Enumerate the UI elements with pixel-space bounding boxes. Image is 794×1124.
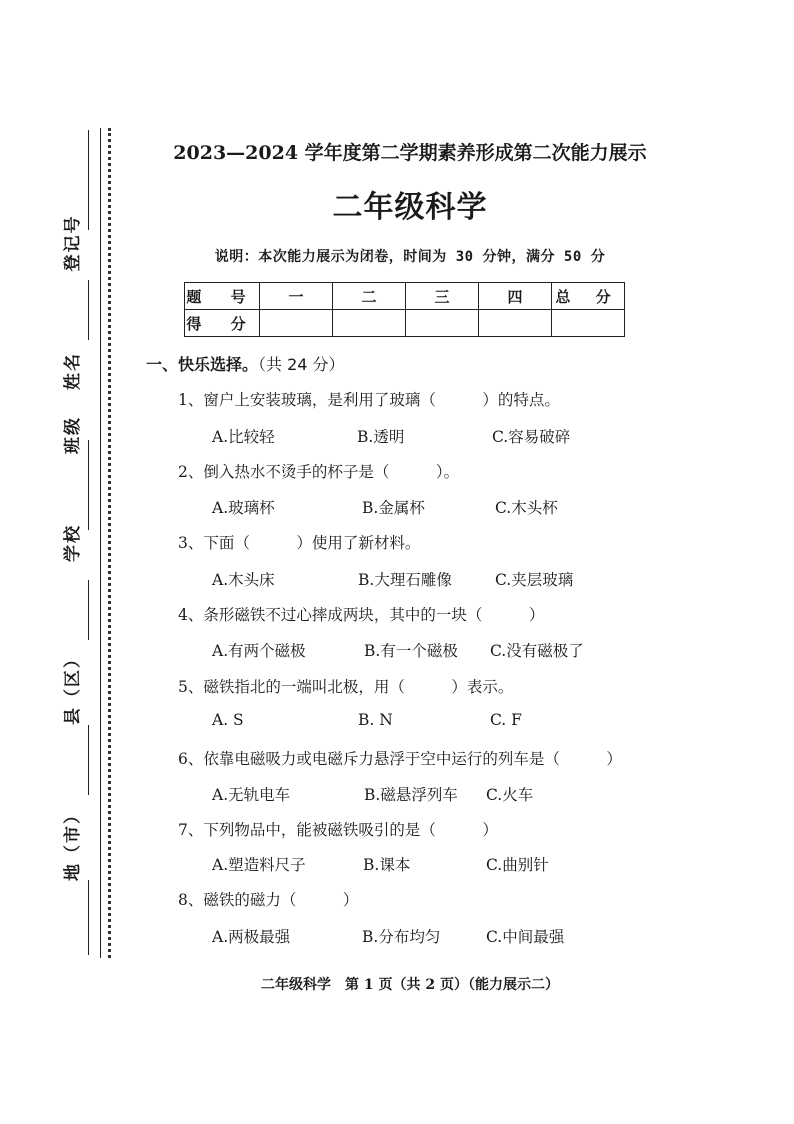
score-header-label: 题 号 [185,283,260,310]
question-5-stem: 5、磁铁指北的一端叫北极，用（ ）表示。 [178,678,514,696]
score-cell-total[interactable] [552,310,625,337]
section-points: （共 24 分） [258,355,345,374]
question-6-option-b[interactable]: B.磁悬浮列车 [364,786,458,804]
question-1-option-b[interactable]: B.透明 [357,428,405,446]
margin-blank-registration [88,130,89,230]
margin-field-school: 学校 [62,524,83,562]
margin-field-registration: 登记号 [62,214,83,272]
margin-field-city: 地（市） [62,805,83,881]
page-footer: 二年级科学 第 1 页（共 2 页）（能力展示二） [261,977,559,993]
question-2-option-a[interactable]: A.玻璃杯 [212,499,275,517]
subject-title: 二年级科学 [332,190,488,225]
margin-blank-school [88,580,89,640]
question-2-option-b[interactable]: B.金属杯 [362,499,425,517]
score-cell-4[interactable] [479,310,552,337]
section-title: 一、快乐选择。 [146,355,259,374]
margin-field-class: 班级 [62,416,83,454]
question-3-option-b[interactable]: B.大理石雕像 [358,571,452,589]
margin-blank-name [88,280,89,340]
margin-field-county: 县（区） [62,649,83,725]
question-8-stem: 8、磁铁的磁力（ ） [178,891,359,909]
binding-dotted-line [108,128,111,958]
question-6-stem: 6、依靠电磁吸力或电磁斥力悬浮于空中运行的列车是（ ） [178,750,622,768]
score-row-label: 得 分 [185,310,260,337]
question-1-option-c[interactable]: C.容易破碎 [492,428,571,446]
margin-blank-county [88,725,89,795]
exam-title: 2023—2024 学年度第二学期素养形成第二次能力展示 [173,142,647,164]
score-header-3: 三 [406,283,479,310]
question-3-stem: 3、下面（ ）使用了新材料。 [178,534,421,552]
exam-instructions: 说明：本次能力展示为闭卷，时间为 30 分钟，满分 50 分 [214,249,606,265]
score-cell-1[interactable] [260,310,333,337]
score-cell-3[interactable] [406,310,479,337]
question-6-option-a[interactable]: A.无轨电车 [212,786,291,804]
question-4-option-c[interactable]: C.没有磁极了 [490,642,584,660]
question-4-stem: 4、条形磁铁不过心摔成两块，其中的一块（ ） [178,606,545,624]
binding-margin-line [100,128,101,958]
question-4-option-b[interactable]: B.有一个磁极 [364,642,458,660]
question-5-option-c[interactable]: C. F [490,711,522,729]
score-table [184,282,625,337]
question-4-option-a[interactable]: A.有两个磁极 [212,642,306,660]
score-header-2: 二 [333,283,406,310]
score-table-header-row [185,283,625,310]
question-7-option-c[interactable]: C.曲别针 [486,856,549,874]
margin-blank-class [88,440,89,530]
score-header-4: 四 [479,283,552,310]
question-1-option-a[interactable]: A.比较轻 [212,428,275,446]
question-2-stem: 2、倒入热水不烫手的杯子是（ ）。 [178,463,460,481]
section-heading [146,352,345,375]
question-8-option-a[interactable]: A.两极最强 [212,928,291,946]
score-header-1: 一 [260,283,333,310]
question-3-option-c[interactable]: C.夹层玻璃 [495,571,574,589]
score-table-score-row [185,310,625,337]
question-3-option-a[interactable]: A.木头床 [212,571,275,589]
question-7-stem: 7、下列物品中，能被磁铁吸引的是（ ） [178,821,498,839]
score-header-total: 总 分 [552,283,625,310]
question-8-option-c[interactable]: C.中间最强 [486,928,565,946]
question-1-stem: 1、窗户上安装玻璃，是利用了玻璃（ ）的特点。 [178,391,560,409]
question-5-option-b[interactable]: B. N [358,711,393,729]
question-8-option-b[interactable]: B.分布均匀 [362,928,441,946]
score-cell-2[interactable] [333,310,406,337]
question-7-option-b[interactable]: B.课本 [363,856,411,874]
question-6-option-c[interactable]: C.火车 [486,786,534,804]
question-7-option-a[interactable]: A.塑造料尺子 [212,856,306,874]
margin-blank-city [88,880,89,955]
question-5-option-a[interactable]: A. S [212,711,244,729]
question-2-option-c[interactable]: C.木头杯 [495,499,558,517]
margin-field-name: 姓名 [62,352,83,390]
